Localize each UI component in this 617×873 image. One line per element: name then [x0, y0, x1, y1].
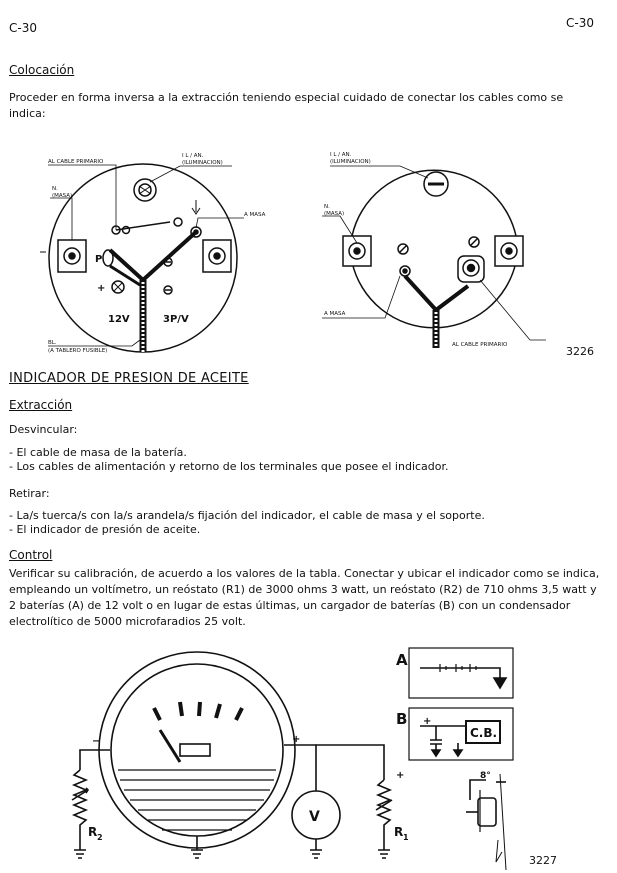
label-3pv: 3P/V: [163, 314, 189, 325]
label-il-an-right: I L / AN.: [330, 152, 352, 158]
label-r1: R: [394, 825, 404, 839]
label-n-left: N.: [52, 186, 58, 192]
left-gauge-diagram: [40, 164, 244, 352]
label-voltmeter: V: [309, 809, 320, 825]
section-title: INDICADOR DE PRESION DE ACEITE: [9, 371, 249, 386]
label-plus-r1: +: [396, 770, 405, 781]
label-masa-left: (MASA): [52, 193, 73, 199]
label-cb: C.B.: [470, 726, 498, 740]
label-bl: BL.: [48, 340, 57, 346]
label-plus-gauge: +: [292, 734, 301, 745]
label-plus-b: +: [423, 716, 432, 727]
label-p: P: [95, 254, 103, 265]
control-text: Verificar su calibración, de acuerdo a los valores de la tabla. Conectar y ubicar el indicador como se indica, empleando un voltímetro, un reóstato (R1) de 3000 ohms 3 watt, un reóstato (R2) de 710 ohms 3,5 watt y 2 baterías (A) de 12 volt o en lugar de estas últimas, un cargador de baterías (B) con un condensador electrolítico de 5000 microfaradios 25 volt.: [9, 567, 600, 628]
page-number-right: C-30: [566, 16, 594, 30]
label-a-masa-left: A MASA: [244, 212, 266, 218]
colocacion-text: Proceder en forma inversa a la extracción teniendo especial cuidado de conectar los cables como se indica:: [9, 91, 564, 120]
list-item: - El indicador de presión de aceite.: [9, 523, 201, 536]
label-a-masa-right: A MASA: [324, 311, 346, 317]
heading-control: Control: [9, 548, 53, 562]
list-item: - El cable de masa de la batería.: [9, 446, 187, 459]
label-il-an-left: I L / AN.: [182, 153, 204, 159]
retirar-label: Retirar:: [9, 487, 50, 500]
page-number-left: C-30: [9, 21, 37, 35]
label-masa-right: (MASA): [324, 211, 345, 217]
label-al-cable-primario-right: AL CABLE PRIMARIO: [452, 342, 508, 348]
label-iluminacion-left: (ILUMINACION): [182, 160, 223, 166]
figure-number-3226: 3226: [566, 345, 594, 358]
heading-colocacion: Colocación: [9, 63, 75, 77]
list-item: - Los cables de alimentación y retorno de los terminales que posee el indicador.: [9, 460, 449, 473]
heading-extraccion: Extracción: [9, 398, 73, 412]
label-n-right: N.: [324, 204, 330, 210]
right-gauge-diagram: [322, 166, 546, 348]
label-12v: 12V: [108, 314, 130, 325]
label-r2: R: [88, 825, 98, 839]
list-item: - La/s tuerca/s con la/s arandela/s fijación del indicador, el cable de masa y el soporte.: [9, 509, 485, 522]
desvincular-label: Desvincular:: [9, 423, 78, 436]
label-minus: −: [92, 736, 101, 747]
label-tablero-fusible: (A TABLERO FUSIBLE): [48, 348, 108, 354]
label-r2-sub: 2: [97, 833, 103, 842]
label-box-a: A: [396, 651, 408, 669]
label-box-b: B: [396, 710, 408, 728]
figure-number-3227: 3227: [529, 854, 557, 867]
label-plus-left: +: [97, 283, 106, 294]
label-iluminacion-right: (ILUMINACION): [330, 159, 371, 165]
label-r1-sub: 1: [403, 833, 409, 842]
label-al-cable-primario-left: AL CABLE PRIMARIO: [48, 159, 104, 165]
label-angle: 8°: [480, 771, 491, 781]
